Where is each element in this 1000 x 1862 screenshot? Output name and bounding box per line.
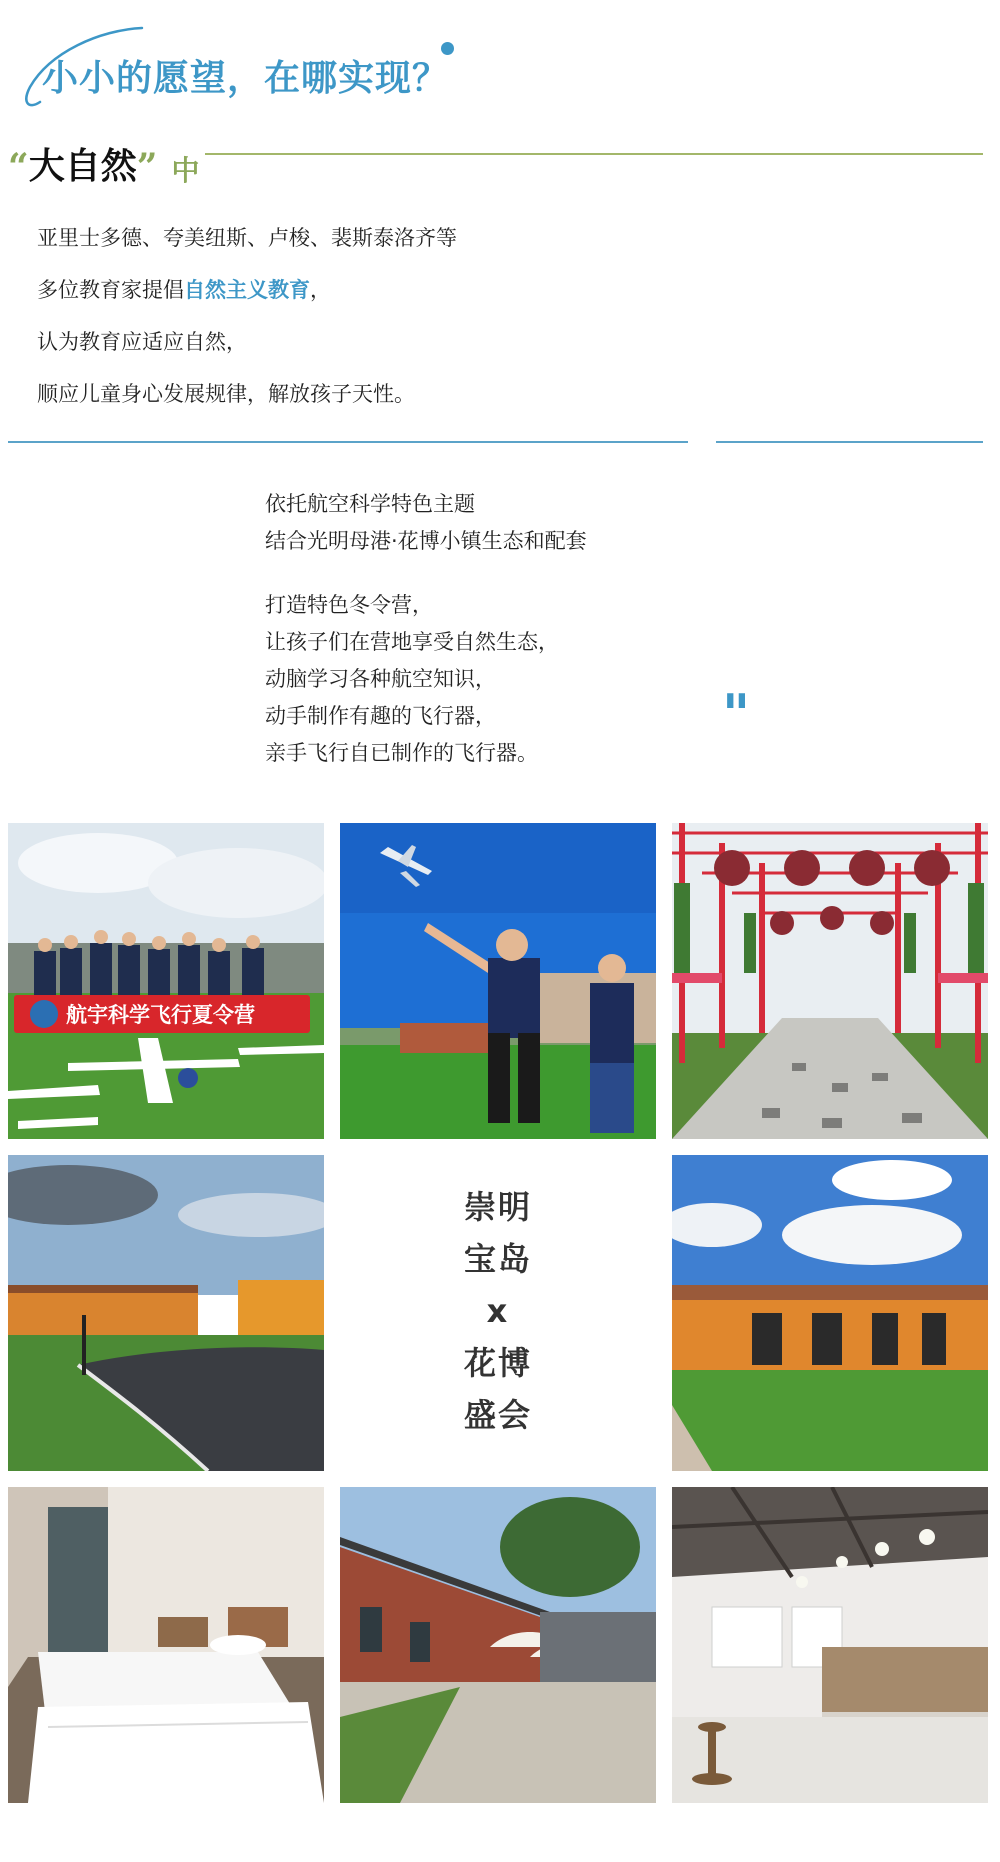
highlight-text: 自然主义教育 xyxy=(184,278,310,302)
section-title xyxy=(20,22,480,122)
divider-right xyxy=(716,441,983,443)
photo-bedroom xyxy=(8,1487,324,1803)
photo-plane-launch xyxy=(340,823,656,1139)
intro-paragraph xyxy=(37,212,457,420)
photo-orange-building xyxy=(672,1155,988,1471)
intro-text: ， xyxy=(310,278,331,302)
divider-left xyxy=(8,441,688,443)
banner-text: 航宇科学飞行夏令营 xyxy=(66,1003,255,1027)
photo-brick-terrace xyxy=(340,1487,656,1803)
camp-line: 结合光明母港·花博小镇生态和配套 xyxy=(265,529,587,553)
photo-interior-hall xyxy=(672,1487,988,1803)
camp-paragraph xyxy=(265,486,587,772)
center-caption xyxy=(340,1153,656,1469)
nature-heading xyxy=(8,135,200,188)
intro-line: 亚里士多德、夸美纽斯、卢梭、裴斯泰洛齐等 xyxy=(37,226,457,250)
camp-line: 打造特色冬令营， xyxy=(265,593,433,617)
caption-line: 崇明 xyxy=(463,1188,532,1226)
dot-decoration xyxy=(441,42,454,55)
intro-line: 认为教育应适应自然， xyxy=(37,330,247,354)
page-title: 小小的愿望，在哪实现？ xyxy=(42,58,450,99)
caption-line: x xyxy=(486,1292,510,1330)
intro-line xyxy=(37,264,457,316)
closing-quote-mark: " xyxy=(722,683,751,746)
photo-camp-group xyxy=(8,823,324,1139)
caption-line: 盛会 xyxy=(463,1396,532,1434)
photo-flower-pergola xyxy=(672,823,988,1139)
camp-line: 让孩子们在营地享受自然生态， xyxy=(265,630,559,654)
nature-word: 大自然 xyxy=(28,146,137,187)
photo-camp-road xyxy=(8,1155,324,1471)
close-quote-mark: ” xyxy=(136,146,158,188)
heading-divider xyxy=(205,153,983,155)
intro-line: 顺应儿童身心发展规律，解放孩子天性。 xyxy=(37,382,415,406)
caption-line: 宝岛 xyxy=(463,1240,532,1278)
caption-line: 花博 xyxy=(463,1344,532,1382)
camp-line: 亲手飞行自已制作的飞行器。 xyxy=(265,741,538,765)
open-quote-mark: “ xyxy=(8,146,29,188)
camp-line: 动脑学习各种航空知识， xyxy=(265,667,496,691)
intro-text: 多位教育家提倡 xyxy=(37,278,184,302)
nature-suffix: 中 xyxy=(171,154,200,187)
camp-line: 依托航空科学特色主题 xyxy=(265,492,475,516)
camp-line: 动手制作有趣的飞行器， xyxy=(265,704,496,728)
